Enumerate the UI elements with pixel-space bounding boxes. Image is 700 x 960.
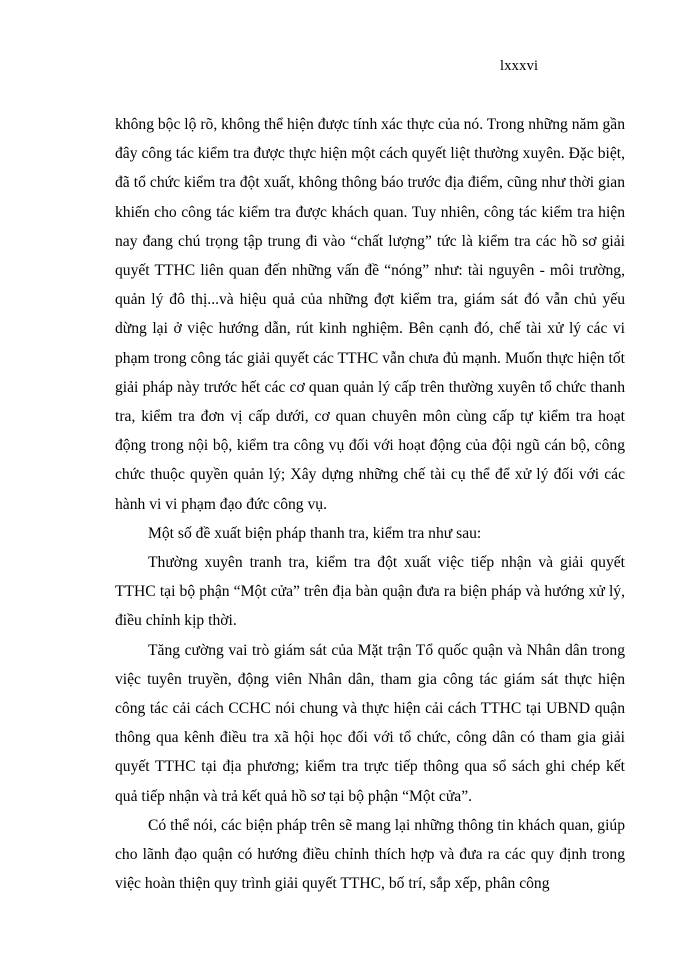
paragraph: Có thể nói, các biện pháp trên sẽ mang lại những thông tin khách quan, giúp cho lãnh đạo quận có hướng điều chỉnh thích hợp và đưa ra các quy định trong việc hoàn thiện quy trình giải quyết TTHC, bố trí, sắp xếp, phân công <box>115 816 625 893</box>
paragraph: Một số đề xuất biện pháp thanh tra, kiểm tra như sau: <box>148 524 482 542</box>
paragraph: không bộc lộ rõ, không thể hiện được tính xác thực của nó. Trong những năm gần đây công tác kiểm tra được thực hiện một cách quyết liệt thường xuyên. Đặc biệt, đã tổ chức kiểm tra đột xuất, không thông báo trước địa điểm, cũng như thời gian khiến cho công tác kiểm tra được khách quan. Tuy nhiên, công tác kiểm tra hiện nay đang chú trọng tập trung đi vào “chất lượng” tức là kiểm tra các hồ sơ giải quyết TTHC liên quan đến những vấn đề “nóng” như: tài nguyên - môi trường, quản lý đô thị...và hiệu quả của những đợt kiểm tra, giám sát đó vẫn chủ yếu dừng lại ở việc hướng dẫn, rút kinh nghiệm. Bên cạnh đó, chế tài xử lý các vi phạm trong công tác giải quyết các TTHC vẫn chưa đủ mạnh. Muốn thực hiện tốt giải pháp này trước hết các cơ quan quản lý cấp trên thường xuyên tổ chức thanh tra, kiểm tra đơn vị cấp dưới, cơ quan chuyên môn cùng cấp tự kiểm tra hoạt động trong nội bộ, kiểm tra công vụ đối với hoạt động của đội ngũ cán bộ, công chức thuộc quyền quản lý; Xây dựng những chế tài cụ thể để xử lý đối với các hành vi vi phạm đạo đức công vụ. <box>115 116 626 513</box>
body-text <box>115 110 625 898</box>
paragraph: Tăng cường vai trò giám sát của Mặt trận Tổ quốc quận và Nhân dân trong việc tuyên truyền, động viên Nhân dân, tham gia công tác giám sát thực hiện công tác cải cách CCHC nói chung và thực hiện cải cách TTHC tại UBND quận thông qua kênh điều tra xã hội học đối với tổ chức, công dân có tham gia giải quyết TTHC tại địa phương; kiểm tra trực tiếp thông qua sổ sách ghi chép kết quả tiếp nhận và trả kết quả hồ sơ tại bộ phận “Một cửa”. <box>115 641 625 805</box>
page-number: lxxxvi <box>500 58 539 74</box>
paragraph: Thường xuyên tranh tra, kiểm tra đột xuất việc tiếp nhận và giải quyết TTHC tại bộ phận “Một cửa” trên địa bàn quận đưa ra biện pháp và hướng xử lý, điều chỉnh kịp thời. <box>115 554 625 630</box>
